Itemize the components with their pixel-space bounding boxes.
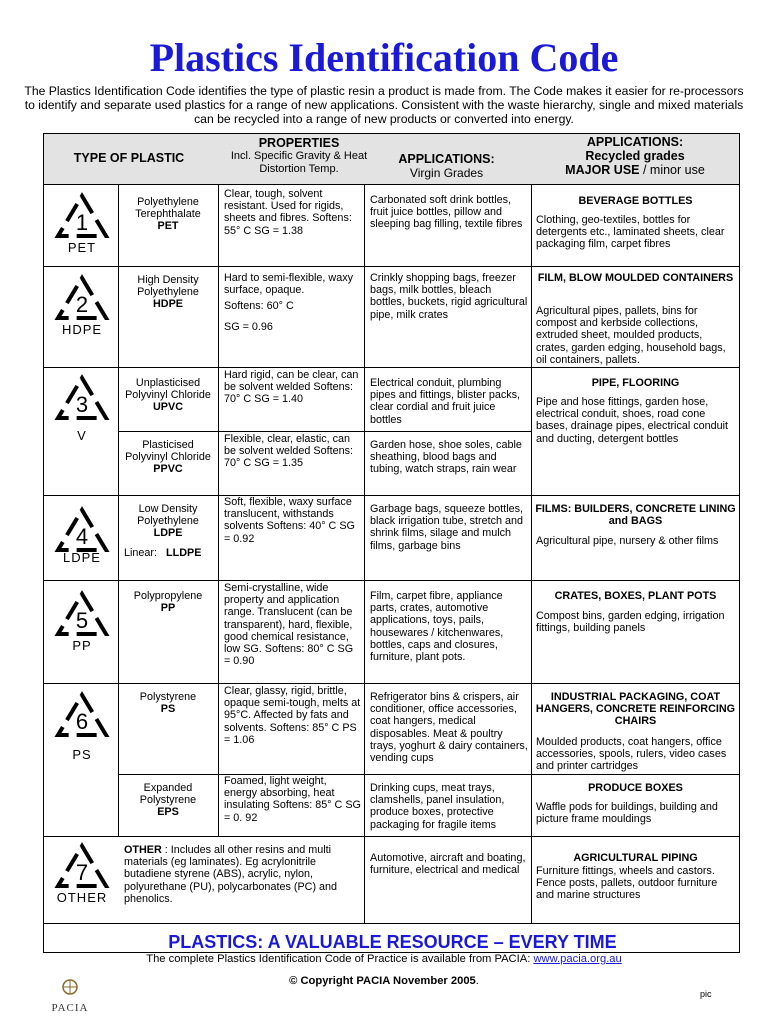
properties: Clear, glassy, rigid, brittle, opaque semi-tough, melts at 95°C. Affected by fats and solvents. Softens: 85° C PS = 1.06 [224,685,361,746]
recycled-major-2: PRODUCE BOXES [588,782,683,794]
virgin-applications: Automotive, aircraft and boating, furniture, electrical and medical [370,852,526,877]
properties: Hard rigid, can be clear, can be solvent welded Softens: 70° C SG = 1.40 [224,369,359,406]
recycled-minor: Moulded products, coat hangers, office accessories, spools, rulers, video cases and printer cartridges [536,736,727,773]
properties: Clear, tough, solvent resistant. Used for rigids, sheets and fibres. Softens: 55° C SG = 1.38 [224,188,352,237]
pacia-logo [50,977,90,1017]
plastic-name: Unplasticised Polyvinyl Chloride UPVC [125,377,211,414]
resin-abbr: PS [72,747,92,762]
other-description: OTHER : Includes all other resins and multi materials (eg laminates). Eg acrylonitrile butadiene styrene (ABS), acrylic, nylon, polyurethane (PU), polycarbonates (PC) and phenolics. [124,844,338,905]
header-recycled-sub: Recycled grades [585,149,685,163]
svg-text:6: 6 [75,709,89,734]
header-recycled-title: APPLICATIONS: [586,135,684,149]
recycled-major: FILM, BLOW MOULDED CONTAINERS [537,272,734,284]
recycled-minor: Pipe and hose fittings, garden hose, electrical conduit, shoes, road cone bases, drainage pipes, electrical conduit and ducting, detergent bottles [536,396,729,445]
recycled-minor: Agricultural pipe, nursery & other films [536,535,719,547]
resin-code-3-icon [44,372,120,443]
corner-label: pic [700,989,712,999]
virgin-applications: Crinkly shopping bags, freezer bags, milk bottles, bleach bottles, buckets, rigid agricultural pipe, milk crates [370,272,528,321]
recycling-triangle-icon [44,190,120,244]
virgin-applications: Carbonated soft drink bottles, fruit juice bottles, pillow and sleeping bag filling, textile fibres [370,194,523,231]
plastics-table [43,133,740,953]
footer-note: The complete Plastics Identification Code of Practice is available from PACIA: www.pacia.org.au [146,953,622,965]
plastic-name: Low Density Polyethylene LDPE [137,503,199,540]
recycled-minor: Agricultural pipes, pallets, bins for compost and kerbside collections, extruded sheet, moulded products, crates, garden edging, household bags, oil containers, pallets. [536,305,726,366]
virgin-applications: Electrical conduit, plumbing pipes and fittings, blister packs, clear cordial and fruit juice bottles [370,377,521,426]
resin-code-6-icon [44,689,120,762]
plastic-name: Polyethylene Terephthalate PET [135,196,201,233]
plastic-name: High Density Polyethylene HDPE [137,274,199,311]
pacia-link[interactable]: www.pacia.org.au [533,953,622,965]
recycling-triangle-icon [44,840,120,894]
plastic-name-2: Plasticised Polyvinyl Chloride PPVC [125,439,211,476]
virgin-applications: Film, carpet fibre, appliance parts, crates, automotive applications, toys, pails, housewares / kitchenwares, bottles, caps and closures, furniture, plant pots. [370,590,504,664]
plastic-name: Polystyrene PS [139,691,197,716]
svg-text:4: 4 [75,524,89,549]
properties-2: Foamed, light weight, energy absorbing, heat insulating Softens: 85° C SG = 0. 92 [224,775,361,824]
linear-lldpe: Linear: LLDPE [124,547,202,559]
recycled-minor: Compost bins, garden edging, irrigation fittings, building panels [536,610,725,635]
page-title: Plastics Identification Code [149,35,619,80]
plastic-name-2: Expanded Polystyrene EPS [139,782,197,819]
copyright: © Copyright PACIA November 2005. [289,975,479,987]
recycled-minor: Furniture fittings, wheels and castors. Fence posts, pallets, outdoor furniture and marine structures [536,865,718,902]
svg-text:3: 3 [75,392,89,417]
recycling-triangle-icon [44,689,120,743]
resin-abbr: V [77,428,87,443]
svg-text:2: 2 [75,292,89,317]
virgin-applications: Garbage bags, squeeze bottles, black irrigation tube, stretch and shrink films, silage and mulch films, garbage bins [370,503,524,552]
resin-abbr: PP [72,638,92,653]
svg-text:PACIA: PACIA [51,1002,89,1014]
header-properties-sub: Incl. Specific Gravity & Heat Distortion Temp. [230,150,368,175]
resin-code-5-icon [44,588,120,653]
header-type: TYPE OF PLASTIC [73,151,185,165]
header-virgin-sub: Virgin Grades [409,166,484,180]
resin-abbr: HDPE [61,322,103,337]
intro-paragraph: The Plastics Identification Code identifies the type of plastic resin a product is made from. The Code makes it easier for re-processors to identify and separate used plastics for a range of new applications. Consistent with the waste hierarchy, single and mixed materials can be recycled into a range of new products or converted into energy. [24,84,744,126]
header-properties-title: PROPERTIES [258,136,340,150]
header-recycled [531,135,739,177]
resin-code-4-icon [44,504,120,565]
svg-text:5: 5 [75,608,89,633]
recycling-triangle-icon [44,272,120,326]
properties-2: Flexible, clear, elastic, can be solvent welded Softens: 70° C SG = 1.35 [224,433,354,470]
svg-text:7: 7 [75,860,89,885]
recycling-triangle-icon [44,588,120,642]
resin-code-7-icon [44,840,120,905]
recycled-major: FILMS: BUILDERS, CONCRETE LINING and BAGS [535,503,736,528]
properties: Semi-crystalline, wide property and application range. Translucent (can be transparent), hard, flexible, good chemical resistance, low SG. Softens: 80° C SG = 0.90 [224,582,354,668]
plastic-name: Polypropylene PP [133,590,203,615]
virgin-applications-2: Drinking cups, meat trays, clamshells, panel insulation, produce boxes, protective packaging for fragile items [370,782,505,831]
virgin-applications: Refrigerator bins & crispers, air conditioner, office accessories, coat hangers, medical disposables. Meat & poultry trays, yoghurt & dairy containers, vending cups [370,691,528,765]
recycled-major: PIPE, FLOORING [591,377,680,389]
resin-abbr: OTHER [56,890,108,905]
header-virgin [364,152,529,180]
header-major: MAJOR USE [565,163,640,177]
resin-code-1-icon [44,190,120,255]
header-properties [219,136,379,176]
slogan: PLASTICS: A VALUABLE RESOURCE – EVERY TIME [168,932,617,952]
recycled-major: INDUSTRIAL PACKAGING, COAT HANGERS, CONCRETE REINFORCING CHAIRS [535,691,736,728]
resin-abbr: LDPE [63,550,101,565]
pacia-logo-icon [50,977,90,1017]
resin-code-2-icon [44,272,120,337]
recycling-triangle-icon [44,372,120,426]
recycled-major: CRATES, BOXES, PLANT POTS [554,590,717,602]
header-virgin-title: APPLICATIONS: [398,152,495,166]
recycled-minor-2: Waffle pods for buildings, building and picture frame mouldings [536,801,718,826]
header-minor: / minor use [639,163,705,177]
recycled-minor: Clothing, geo-textiles, bottles for detergents etc., laminated sheets, clear packaging film, carpet fibres [536,214,725,251]
recycled-major: AGRICULTURAL PIPING [573,852,698,864]
recycled-major: BEVERAGE BOTTLES [578,195,693,207]
virgin-applications-2: Garden hose, shoe soles, cable sheathing, blood bags and tubing, watch straps, rain wear [370,439,522,476]
svg-text:1: 1 [75,210,89,235]
properties: Soft, flexible, waxy surface translucent, withstands solvents Softens: 40° C SG = 0.92 [224,496,355,545]
properties: Hard to semi-flexible, waxy surface, opaque. Softens: 60° C SG = 0.96 [224,272,354,333]
resin-abbr: PET [67,240,97,255]
